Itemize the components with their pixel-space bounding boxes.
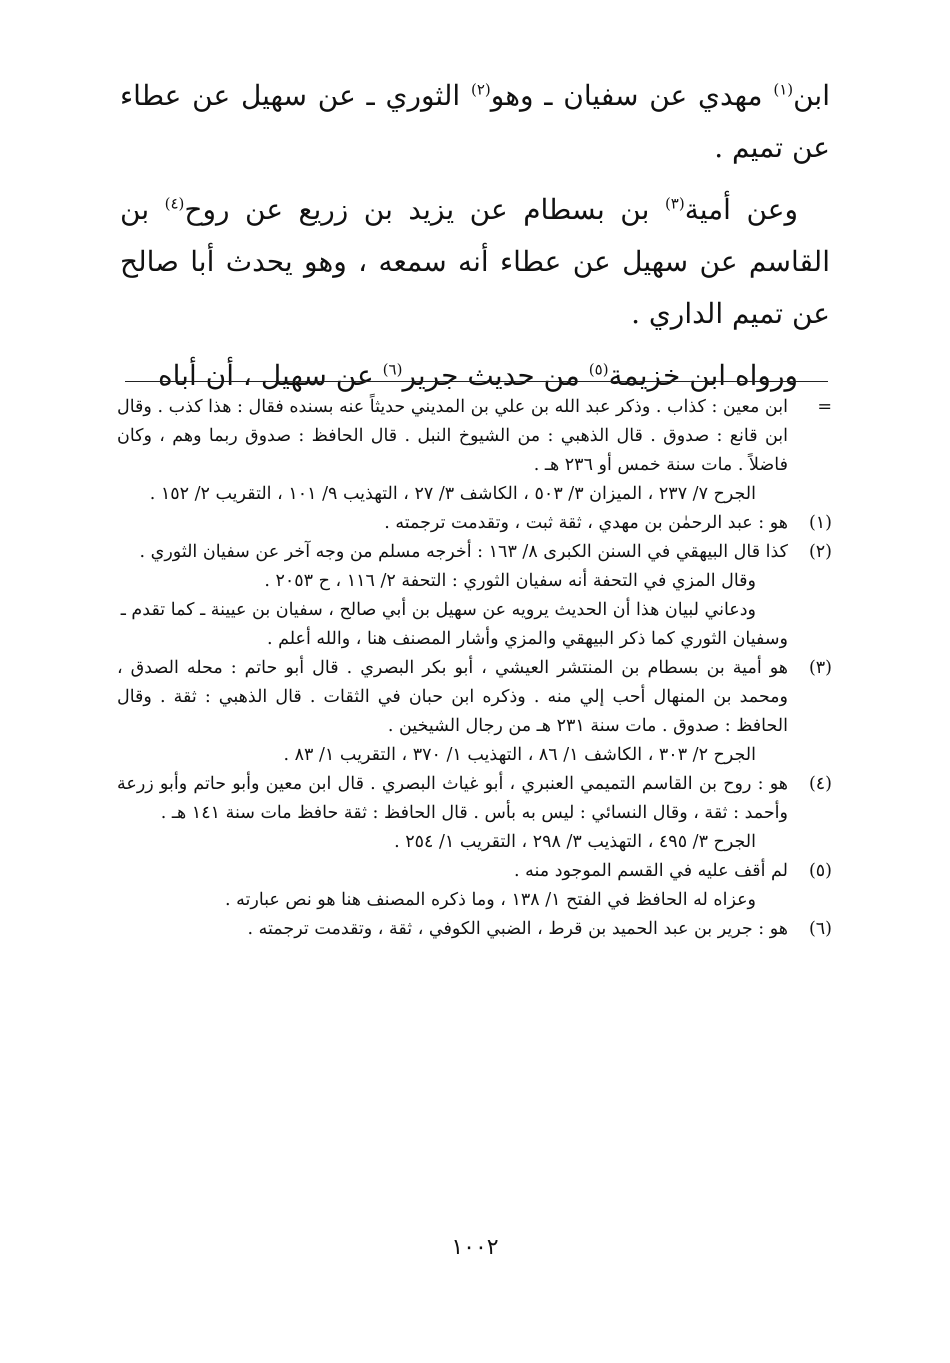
footnote-text: كذا قال البيهقي في السنن الكبرى ٨/ ١٦٣ : أخرجه مسلم من وجه آخر عن سفيان الثوري . xyxy=(139,542,788,562)
footnote-sources: الجرح ٣/ ٤٩٥ ، التهذيب ٣/ ٢٩٨ ، التقريب ١/ ٢٥٤ . xyxy=(394,832,756,852)
page-number: ١٠٠٢ xyxy=(451,1235,499,1260)
text-run: مهدي عن سفيان ـ وهو xyxy=(490,79,774,112)
footnote-ref-1: (١) xyxy=(773,80,794,99)
main-text xyxy=(120,70,830,412)
footnote-number: (٢) xyxy=(808,542,832,562)
footnote-number: (٦) xyxy=(808,919,832,939)
footnote-number: (٤) xyxy=(808,774,832,794)
main-paragraph-2 xyxy=(120,184,830,340)
footnote-6 xyxy=(117,915,832,944)
footnote-2 xyxy=(117,538,832,654)
text-run: ورواه ابن خزيمة xyxy=(608,359,798,392)
footnote-4 xyxy=(117,770,832,857)
text-run: الثوري ـ عن سهيل عن عطاء عن تميم . xyxy=(120,79,830,164)
footnote-text: هو أمية بن بسطام بن المنتشر العيشي ، أبو بكر البصري . قال أبو حاتم : محله الصدق ، ومحمد بن المنهال أحب إلي منه . وذكره ابن حبان في الثقات . قال الذهبي : ثقة . وقال الحافظ : صدوق . مات سنة ٢٣١ هـ من رجال الشيخين . xyxy=(117,658,788,736)
footnote-sources: الجرح ٢/ ٣٠٣ ، الكاشف ١/ ٨٦ ، التهذيب ١/ ٣٧٠ ، التقريب ١/ ٨٣ . xyxy=(283,745,756,765)
footnote-continuation xyxy=(117,393,832,509)
footnote-sources: الجرح ٧/ ٢٣٧ ، الميزان ٣/ ٥٠٣ ، الكاشف ٣/ ٢٧ ، التهذيب ٩/ ١٠١ ، التقريب ٢/ ١٥٢ . xyxy=(149,484,756,504)
text-run: بن بسطام عن يزيد بن زريع عن روح xyxy=(184,193,665,226)
footnote-text: هو : روح بن القاسم التميمي العنبري ، أبو غياث البصري . قال ابن معين وأبو حاتم وأبو زرعة وأحمد : ثقة ، وقال النسائي : ليس به بأس . قال الحافظ : ثقة حافظ مات سنة ١٤١ هـ . xyxy=(117,774,788,823)
footnote-sub-paragraph: ودعاني لبيان هذا أن الحديث يرويه عن سهيل بن أبي صالح ، سفيان بن عيينة ـ كما تقدم ـ وسفيان الثوري كما ذكر البيهقي والمزي وأشار المصنف هنا ، والله أعلم . xyxy=(120,600,788,649)
main-paragraph-1 xyxy=(120,70,830,174)
text-run: بن القاسم عن سهيل عن عطاء أنه سمعه ، وهو يحدث أبا صالح عن تميم الداري . xyxy=(120,193,830,330)
footnote-text: هو : عبد الرحمٰن بن مهدي ، ثقة ثبت ، وتقدمت ترجمته . xyxy=(384,513,788,533)
footnotes xyxy=(117,393,832,944)
text-run: عن سهيل ، أن أباه xyxy=(157,359,383,392)
footnote-number: = xyxy=(817,397,832,417)
footnote-separator xyxy=(125,381,828,382)
footnote-text: لم أقف عليه في القسم الموجود منه . xyxy=(513,861,788,881)
footnote-sub-paragraph: وقال المزي في التحفة أنه سفيان الثوري : التحفة ٢/ ١١٦ ، ح ٢٠٥٣ . xyxy=(264,571,756,591)
footnote-number: (٣) xyxy=(808,658,832,678)
footnote-number: (١) xyxy=(808,513,832,533)
footnote-number: (٥) xyxy=(808,861,832,881)
footnote-5 xyxy=(117,857,832,915)
footnote-ref-2: (٢) xyxy=(470,80,491,99)
footnote-ref-5: (٥) xyxy=(588,360,609,379)
text-run: ابن xyxy=(793,79,830,112)
footnote-text: هو : جرير بن عبد الحميد بن قرط ، الضبي الكوفي ، ثقة ، وتقدمت ترجمته . xyxy=(247,919,788,939)
text-run: من حديث جرير xyxy=(402,359,589,392)
footnote-ref-6: (٦) xyxy=(382,360,403,379)
footnote-1 xyxy=(117,509,832,538)
footnote-ref-3: (٣) xyxy=(664,194,685,213)
text-run: وعن أمية xyxy=(684,193,799,226)
footnote-3 xyxy=(117,654,832,770)
footnote-text: ابن معين : كذاب . وذكر عبد الله بن علي بن المديني حديثاً عنه بسنده فقال : هذا كذب . وقال ابن قانع : صدوق . قال الذهبي : من الشيوخ النبل . قال الحافظ : صدوق ربما وهم ، وكان فاضلاً . مات سنة خمس أو ٢٣٦ هـ . xyxy=(117,397,788,475)
footnote-sub-paragraph: وعزاه له الحافظ في الفتح ١/ ١٣٨ ، وما ذكره المصنف هنا هو نص عبارته . xyxy=(224,890,756,910)
footnote-ref-4: (٤) xyxy=(164,194,185,213)
